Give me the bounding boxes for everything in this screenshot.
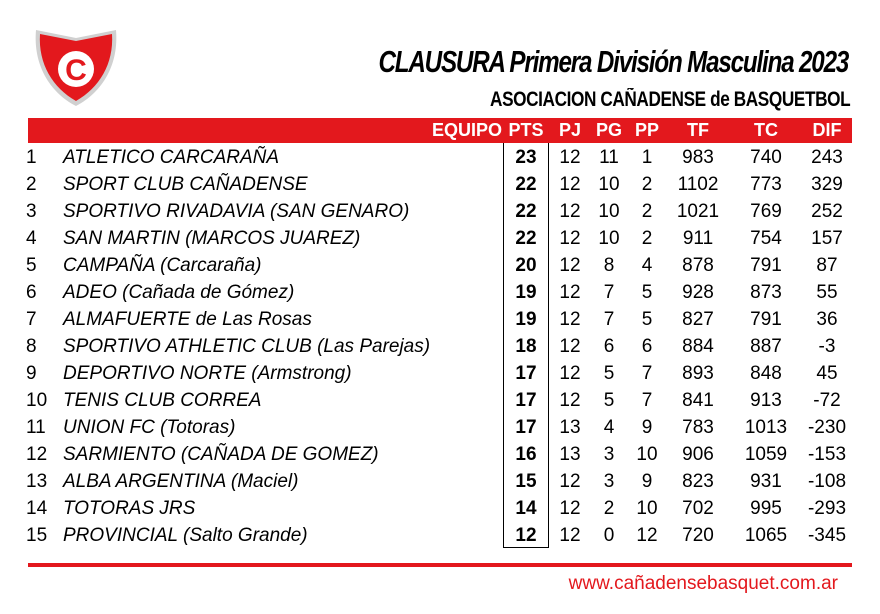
table-row: [0, 171, 880, 198]
position-cell: 4: [26, 228, 37, 249]
lost-cell: 9: [641, 471, 653, 492]
position-cell: 1: [26, 147, 37, 168]
won-cell: 7: [603, 309, 615, 330]
played-cell: 12: [559, 201, 581, 222]
difference-cell: 36: [816, 309, 838, 330]
lost-cell: 7: [641, 390, 653, 411]
points-against-cell: 1059: [744, 444, 788, 465]
played-cell: 12: [559, 525, 581, 546]
difference-cell: 243: [811, 147, 843, 168]
lost-cell: 6: [641, 336, 653, 357]
table-row: [0, 414, 880, 441]
team-name-cell: PROVINCIAL (Salto Grande): [63, 525, 308, 546]
played-cell: 12: [559, 390, 581, 411]
position-cell: 11: [26, 417, 46, 438]
position-cell: 9: [26, 363, 37, 384]
difference-cell: 252: [811, 201, 843, 222]
difference-cell: -230: [807, 417, 847, 438]
table-row: [0, 306, 880, 333]
points-for-cell: 841: [682, 390, 714, 411]
points-cell: 17: [515, 390, 537, 411]
points-against-cell: 848: [750, 363, 782, 384]
points-against-cell: 791: [750, 309, 782, 330]
difference-cell: 329: [811, 174, 843, 195]
team-name-cell: ALMAFUERTE de Las Rosas: [63, 309, 312, 330]
table-row: [0, 144, 880, 171]
points-against-cell: 754: [750, 228, 782, 249]
played-cell: 12: [559, 336, 581, 357]
won-cell: 3: [603, 444, 615, 465]
played-cell: 13: [559, 444, 581, 465]
points-against-cell: 873: [750, 282, 782, 303]
team-name-cell: SPORT CLUB CAÑADENSE: [63, 174, 308, 195]
position-cell: 2: [26, 174, 37, 195]
header-equipo: EQUIPO: [431, 120, 502, 140]
lost-cell: 9: [641, 417, 653, 438]
table-row: [0, 279, 880, 306]
played-cell: 12: [559, 309, 581, 330]
difference-cell: -108: [807, 471, 847, 492]
table-row: [0, 387, 880, 414]
points-for-cell: 983: [682, 147, 714, 168]
points-against-cell: 773: [750, 174, 782, 195]
table-row: [0, 225, 880, 252]
difference-cell: -293: [807, 498, 847, 519]
points-for-cell: 827: [682, 309, 714, 330]
team-name-cell: TOTORAS JRS: [63, 498, 196, 519]
played-cell: 12: [559, 282, 581, 303]
footer-divider: [28, 563, 852, 567]
position-cell: 14: [26, 498, 48, 519]
points-for-cell: 1021: [676, 201, 720, 222]
difference-cell: 87: [816, 255, 838, 276]
table-row: [0, 333, 880, 360]
played-cell: 12: [559, 498, 581, 519]
position-cell: 7: [26, 309, 37, 330]
won-cell: 3: [603, 471, 615, 492]
team-name-cell: UNION FC (Totoras): [63, 417, 236, 438]
table-row: [0, 198, 880, 225]
won-cell: 5: [603, 363, 615, 384]
difference-cell: 157: [811, 228, 843, 249]
position-cell: 3: [26, 201, 37, 222]
points-for-cell: 878: [682, 255, 714, 276]
points-against-cell: 887: [750, 336, 782, 357]
team-name-cell: ALBA ARGENTINA (Maciel): [63, 471, 299, 492]
won-cell: 5: [603, 390, 615, 411]
table-row: [0, 522, 880, 549]
lost-cell: 5: [641, 282, 653, 303]
header-dif: DIF: [812, 120, 842, 140]
lost-cell: 7: [641, 363, 653, 384]
position-cell: 5: [26, 255, 37, 276]
points-cell: 17: [515, 363, 537, 384]
table-row: [0, 468, 880, 495]
points-cell: 22: [515, 201, 537, 222]
difference-cell: 55: [816, 282, 838, 303]
lost-cell: 5: [641, 309, 653, 330]
won-cell: 2: [603, 498, 615, 519]
played-cell: 13: [559, 417, 581, 438]
won-cell: 6: [603, 336, 615, 357]
won-cell: 0: [603, 525, 615, 546]
position-cell: 12: [26, 444, 48, 465]
team-name-cell: SPORTIVO RIVADAVIA (SAN GENARO): [63, 201, 410, 222]
lost-cell: 2: [641, 201, 653, 222]
team-name-cell: SAN MARTIN (MARCOS JUAREZ): [63, 228, 361, 249]
table-row: [0, 360, 880, 387]
footer-url[interactable]: www.cañadensebasquet.com.ar: [568, 573, 838, 594]
position-cell: 6: [26, 282, 37, 303]
points-against-cell: 1013: [744, 417, 788, 438]
points-cell: 23: [515, 147, 537, 168]
points-cell: 15: [515, 471, 537, 492]
team-name-cell: CAMPAÑA (Carcaraña): [63, 255, 262, 276]
played-cell: 12: [559, 174, 581, 195]
team-name-cell: DEPORTIVO NORTE (Armstrong): [63, 363, 352, 384]
points-for-cell: 702: [682, 498, 714, 519]
lost-cell: 4: [641, 255, 653, 276]
points-cell: 18: [515, 336, 537, 357]
header-pts: PTS: [508, 120, 544, 140]
points-cell: 12: [515, 525, 537, 546]
table-header: [28, 118, 852, 143]
header-tc: TC: [754, 120, 778, 140]
header-pg: PG: [595, 120, 622, 140]
played-cell: 12: [559, 228, 581, 249]
header-pp: PP: [634, 120, 659, 140]
points-cell: 19: [515, 282, 537, 303]
team-name-cell: ADEO (Cañada de Gómez): [63, 282, 295, 303]
points-for-cell: 720: [682, 525, 714, 546]
difference-cell: 45: [816, 363, 838, 384]
difference-cell: -345: [807, 525, 847, 546]
points-for-cell: 823: [682, 471, 714, 492]
team-name-cell: ATLETICO CARCARAÑA: [63, 147, 280, 168]
points-cell: 14: [515, 498, 537, 519]
header-pj: PJ: [558, 120, 582, 140]
lost-cell: 1: [641, 147, 653, 168]
table-row: [0, 252, 880, 279]
header-tf: TF: [687, 120, 709, 140]
points-for-cell: 893: [682, 363, 714, 384]
club-shield-logo: [33, 26, 119, 108]
points-cell: 17: [515, 417, 537, 438]
team-name-cell: SARMIENTO (CAÑADA DE GOMEZ): [63, 444, 379, 465]
won-cell: 10: [598, 174, 620, 195]
difference-cell: -153: [807, 444, 847, 465]
points-for-cell: 783: [682, 417, 714, 438]
played-cell: 12: [559, 471, 581, 492]
page-title: CLAUSURA Primera División Masculina 2023: [378, 44, 848, 79]
page-subtitle: ASOCIACION CAÑADENSE de BASQUETBOL: [489, 88, 850, 111]
points-for-cell: 906: [682, 444, 714, 465]
points-against-cell: 769: [750, 201, 782, 222]
played-cell: 12: [559, 147, 581, 168]
played-cell: 12: [559, 255, 581, 276]
points-against-cell: 995: [750, 498, 782, 519]
played-cell: 12: [559, 363, 581, 384]
points-cell: 20: [515, 255, 537, 276]
lost-cell: 12: [636, 525, 658, 546]
points-cell: 22: [515, 228, 537, 249]
won-cell: 10: [598, 201, 620, 222]
difference-cell: -72: [813, 390, 841, 411]
position-cell: 13: [26, 471, 48, 492]
points-against-cell: 1065: [744, 525, 788, 546]
lost-cell: 10: [636, 498, 658, 519]
team-name-cell: SPORTIVO ATHLETIC CLUB (Las Parejas): [63, 336, 431, 357]
points-against-cell: 931: [750, 471, 782, 492]
position-cell: 8: [26, 336, 37, 357]
lost-cell: 2: [641, 174, 653, 195]
won-cell: 8: [603, 255, 615, 276]
points-against-cell: 913: [750, 390, 782, 411]
points-for-cell: 928: [682, 282, 714, 303]
points-for-cell: 1102: [677, 174, 719, 195]
difference-cell: -3: [818, 336, 836, 357]
lost-cell: 2: [641, 228, 653, 249]
points-for-cell: 911: [682, 228, 714, 249]
lost-cell: 10: [636, 444, 658, 465]
table-row: [0, 441, 880, 468]
won-cell: 4: [603, 417, 615, 438]
points-against-cell: 791: [750, 255, 782, 276]
won-cell: 11: [599, 147, 619, 168]
won-cell: 10: [598, 228, 620, 249]
points-cell: 19: [515, 309, 537, 330]
won-cell: 7: [603, 282, 615, 303]
points-for-cell: 884: [682, 336, 714, 357]
table-row: [0, 495, 880, 522]
team-name-cell: TENIS CLUB CORREA: [63, 390, 262, 411]
points-cell: 16: [515, 444, 537, 465]
position-cell: 10: [26, 390, 48, 411]
points-cell: 22: [515, 174, 537, 195]
position-cell: 15: [26, 525, 48, 546]
logo-letter: C: [65, 54, 87, 87]
points-against-cell: 740: [750, 147, 782, 168]
